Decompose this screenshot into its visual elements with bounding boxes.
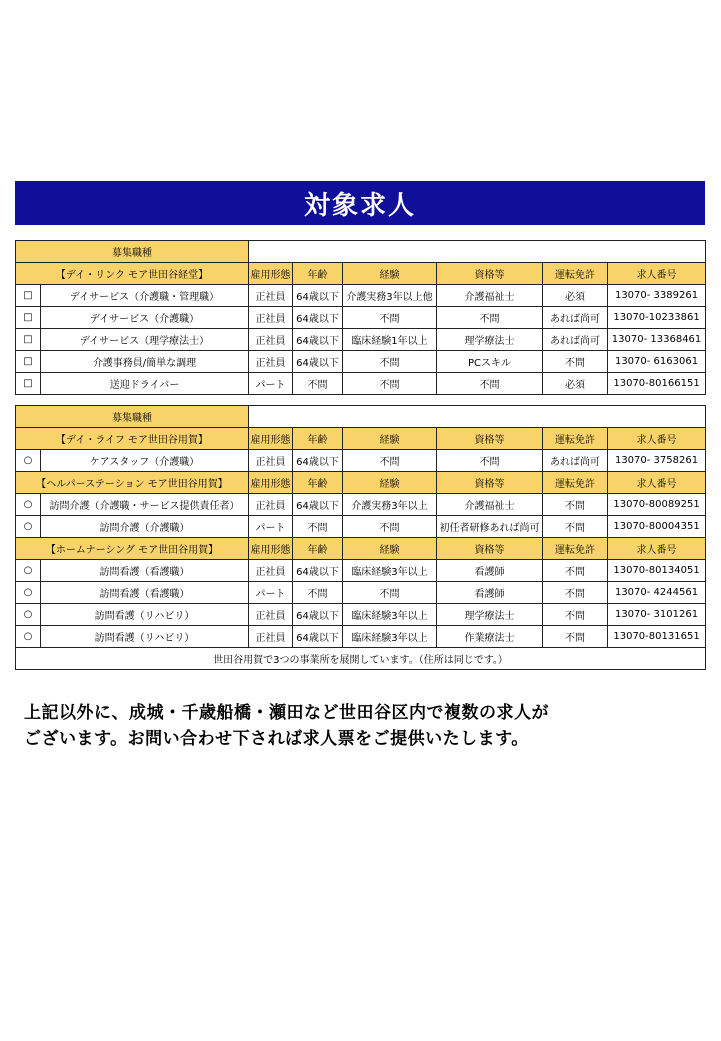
employment-type: 正社員 bbox=[249, 307, 293, 329]
qualification-requirement: 介護福祉士 bbox=[437, 494, 543, 516]
age-limit: 64歳以下 bbox=[293, 604, 343, 626]
job-number: 13070-10233861 bbox=[608, 307, 706, 329]
qualification-requirement: 看護師 bbox=[437, 560, 543, 582]
qualification-header: 資格等 bbox=[437, 538, 543, 560]
license-requirement: あれば尚可 bbox=[543, 450, 608, 472]
job-title: 訪問介護（介護職・サービス提供責任者） bbox=[41, 494, 249, 516]
license-header: 運転免許 bbox=[543, 538, 608, 560]
table-row bbox=[16, 450, 706, 472]
license-requirement: 不問 bbox=[543, 582, 608, 604]
table-row bbox=[16, 604, 706, 626]
license-requirement: 必須 bbox=[543, 373, 608, 395]
employment-type: 正社員 bbox=[249, 329, 293, 351]
license-requirement: 不問 bbox=[543, 604, 608, 626]
job-title: 訪問看護（看護職） bbox=[41, 560, 249, 582]
job-number: 13070-80089251 bbox=[608, 494, 706, 516]
job-title: デイサービス（介護職・管理職） bbox=[41, 285, 249, 307]
license-requirement: あれば尚可 bbox=[543, 307, 608, 329]
qualification-requirement: 看護師 bbox=[437, 582, 543, 604]
experience-requirement: 不問 bbox=[343, 450, 437, 472]
job-number-header: 求人番号 bbox=[608, 263, 706, 285]
note-line-2: ございます。お問い合わせ下されば求人票をご提供いたします。 bbox=[24, 729, 529, 749]
experience-requirement: 臨床経験3年以上 bbox=[343, 626, 437, 648]
checkbox-mark: □ bbox=[16, 373, 41, 395]
age-header: 年齢 bbox=[293, 263, 343, 285]
table-footnote: 世田谷用賀で3つの事業所を展開しています。（住所は同じです。） bbox=[16, 648, 706, 670]
table-row bbox=[16, 285, 706, 307]
checkbox-mark: ○ bbox=[16, 450, 41, 472]
job-number: 13070-80131651 bbox=[608, 626, 706, 648]
checkbox-mark: ○ bbox=[16, 516, 41, 538]
license-requirement: 不問 bbox=[543, 560, 608, 582]
age-limit: 64歳以下 bbox=[293, 450, 343, 472]
employment-type: 正社員 bbox=[249, 560, 293, 582]
facility-header: 【デイ・リンク モア世田谷経堂】 bbox=[16, 263, 249, 285]
checkbox-mark: ○ bbox=[16, 560, 41, 582]
qualification-requirement: 作業療法士 bbox=[437, 626, 543, 648]
checkbox-mark: ○ bbox=[16, 626, 41, 648]
job-number-header: 求人番号 bbox=[608, 472, 706, 494]
employment-header: 雇用形態 bbox=[249, 538, 293, 560]
employment-type: 正社員 bbox=[249, 285, 293, 307]
qualification-requirement: 不問 bbox=[437, 307, 543, 329]
experience-requirement: 不問 bbox=[343, 373, 437, 395]
job-number: 13070- 3101261 bbox=[608, 604, 706, 626]
experience-header: 経験 bbox=[343, 428, 437, 450]
checkbox-mark: ○ bbox=[16, 494, 41, 516]
license-header: 運転免許 bbox=[543, 263, 608, 285]
experience-requirement: 介護実務3年以上 bbox=[343, 494, 437, 516]
table-row bbox=[16, 582, 706, 604]
facility-header: 【デイ・ライフ モア世田谷用賀】 bbox=[16, 428, 249, 450]
job-title: 送迎ドライバー bbox=[41, 373, 249, 395]
qualification-requirement: 初任者研修あれば尚可 bbox=[437, 516, 543, 538]
experience-requirement: 介護実務3年以上他 bbox=[343, 285, 437, 307]
qualification-requirement: 理学療法士 bbox=[437, 604, 543, 626]
job-number: 13070-80004351 bbox=[608, 516, 706, 538]
employment-type: 正社員 bbox=[249, 604, 293, 626]
age-limit: 64歳以下 bbox=[293, 285, 343, 307]
experience-requirement: 臨床経験3年以上 bbox=[343, 560, 437, 582]
job-table-kyodo bbox=[15, 240, 706, 395]
age-header: 年齢 bbox=[293, 428, 343, 450]
table-row bbox=[16, 351, 706, 373]
job-number: 13070- 3389261 bbox=[608, 285, 706, 307]
job-title: 訪問看護（看護職） bbox=[41, 582, 249, 604]
employment-type: 正社員 bbox=[249, 494, 293, 516]
experience-requirement: 不問 bbox=[343, 516, 437, 538]
employment-type: パート bbox=[249, 516, 293, 538]
job-title: 介護事務員/簡単な調理 bbox=[41, 351, 249, 373]
employment-type: 正社員 bbox=[249, 626, 293, 648]
job-number: 13070- 13368461 bbox=[608, 329, 706, 351]
age-limit: 不問 bbox=[293, 373, 343, 395]
license-requirement: 不問 bbox=[543, 516, 608, 538]
employment-type: 正社員 bbox=[249, 450, 293, 472]
job-number: 13070- 4244561 bbox=[608, 582, 706, 604]
job-title: デイサービス（理学療法士） bbox=[41, 329, 249, 351]
job-number: 13070-80166151 bbox=[608, 373, 706, 395]
qualification-requirement: PCスキル bbox=[437, 351, 543, 373]
age-limit: 不問 bbox=[293, 516, 343, 538]
category-header: 募集職種 bbox=[16, 406, 249, 428]
checkbox-mark: ○ bbox=[16, 604, 41, 626]
checkbox-mark: □ bbox=[16, 329, 41, 351]
qualification-requirement: 理学療法士 bbox=[437, 329, 543, 351]
experience-header: 経験 bbox=[343, 472, 437, 494]
additional-jobs-note bbox=[24, 700, 704, 752]
header-spacer bbox=[249, 406, 706, 428]
license-header: 運転免許 bbox=[543, 428, 608, 450]
age-limit: 64歳以下 bbox=[293, 351, 343, 373]
experience-requirement: 不問 bbox=[343, 582, 437, 604]
job-title: デイサービス（介護職） bbox=[41, 307, 249, 329]
checkbox-mark: □ bbox=[16, 285, 41, 307]
employment-type: 正社員 bbox=[249, 351, 293, 373]
license-requirement: 必須 bbox=[543, 285, 608, 307]
qualification-requirement: 不問 bbox=[437, 373, 543, 395]
job-title: 訪問介護（介護職） bbox=[41, 516, 249, 538]
age-limit: 64歳以下 bbox=[293, 494, 343, 516]
checkbox-mark: ○ bbox=[16, 582, 41, 604]
age-header: 年齢 bbox=[293, 538, 343, 560]
experience-header: 経験 bbox=[343, 263, 437, 285]
qualification-requirement: 介護福祉士 bbox=[437, 285, 543, 307]
age-limit: 64歳以下 bbox=[293, 307, 343, 329]
experience-requirement: 不問 bbox=[343, 307, 437, 329]
license-requirement: あれば尚可 bbox=[543, 329, 608, 351]
employment-type: パート bbox=[249, 373, 293, 395]
table-row bbox=[16, 373, 706, 395]
job-table-yoga bbox=[15, 405, 706, 670]
job-title: 訪問看護（リハビリ） bbox=[41, 604, 249, 626]
table-row bbox=[16, 560, 706, 582]
checkbox-mark: □ bbox=[16, 307, 41, 329]
table-row bbox=[16, 307, 706, 329]
age-limit: 不問 bbox=[293, 582, 343, 604]
header-spacer bbox=[249, 241, 706, 263]
qualification-requirement: 不問 bbox=[437, 450, 543, 472]
qualification-header: 資格等 bbox=[437, 428, 543, 450]
employment-header: 雇用形態 bbox=[249, 472, 293, 494]
age-limit: 64歳以下 bbox=[293, 329, 343, 351]
table-row bbox=[16, 494, 706, 516]
job-number: 13070- 3758261 bbox=[608, 450, 706, 472]
checkbox-mark: □ bbox=[16, 351, 41, 373]
age-header: 年齢 bbox=[293, 472, 343, 494]
license-header: 運転免許 bbox=[543, 472, 608, 494]
table-row bbox=[16, 516, 706, 538]
job-number: 13070- 6163061 bbox=[608, 351, 706, 373]
table-row bbox=[16, 626, 706, 648]
facility-header: 【ホームナーシング モア世田谷用賀】 bbox=[16, 538, 249, 560]
license-requirement: 不問 bbox=[543, 626, 608, 648]
job-number-header: 求人番号 bbox=[608, 428, 706, 450]
experience-requirement: 臨床経験1年以上 bbox=[343, 329, 437, 351]
job-title: 訪問看護（リハビリ） bbox=[41, 626, 249, 648]
job-number-header: 求人番号 bbox=[608, 538, 706, 560]
age-limit: 64歳以下 bbox=[293, 560, 343, 582]
table-row bbox=[16, 329, 706, 351]
experience-header: 経験 bbox=[343, 538, 437, 560]
job-title: ケアスタッフ（介護職） bbox=[41, 450, 249, 472]
qualification-header: 資格等 bbox=[437, 263, 543, 285]
experience-requirement: 不問 bbox=[343, 351, 437, 373]
facility-header: 【ヘルパーステーション モア世田谷用賀】 bbox=[16, 472, 249, 494]
page-title: 対象求人 bbox=[15, 181, 705, 225]
employment-header: 雇用形態 bbox=[249, 263, 293, 285]
qualification-header: 資格等 bbox=[437, 472, 543, 494]
license-requirement: 不問 bbox=[543, 494, 608, 516]
note-line-1: 上記以外に、成城・千歳船橋・瀬田など世田谷区内で複数の求人が bbox=[24, 703, 549, 723]
category-header: 募集職種 bbox=[16, 241, 249, 263]
license-requirement: 不問 bbox=[543, 351, 608, 373]
age-limit: 64歳以下 bbox=[293, 626, 343, 648]
job-number: 13070-80134051 bbox=[608, 560, 706, 582]
employment-type: パート bbox=[249, 582, 293, 604]
experience-requirement: 臨床経験3年以上 bbox=[343, 604, 437, 626]
employment-header: 雇用形態 bbox=[249, 428, 293, 450]
